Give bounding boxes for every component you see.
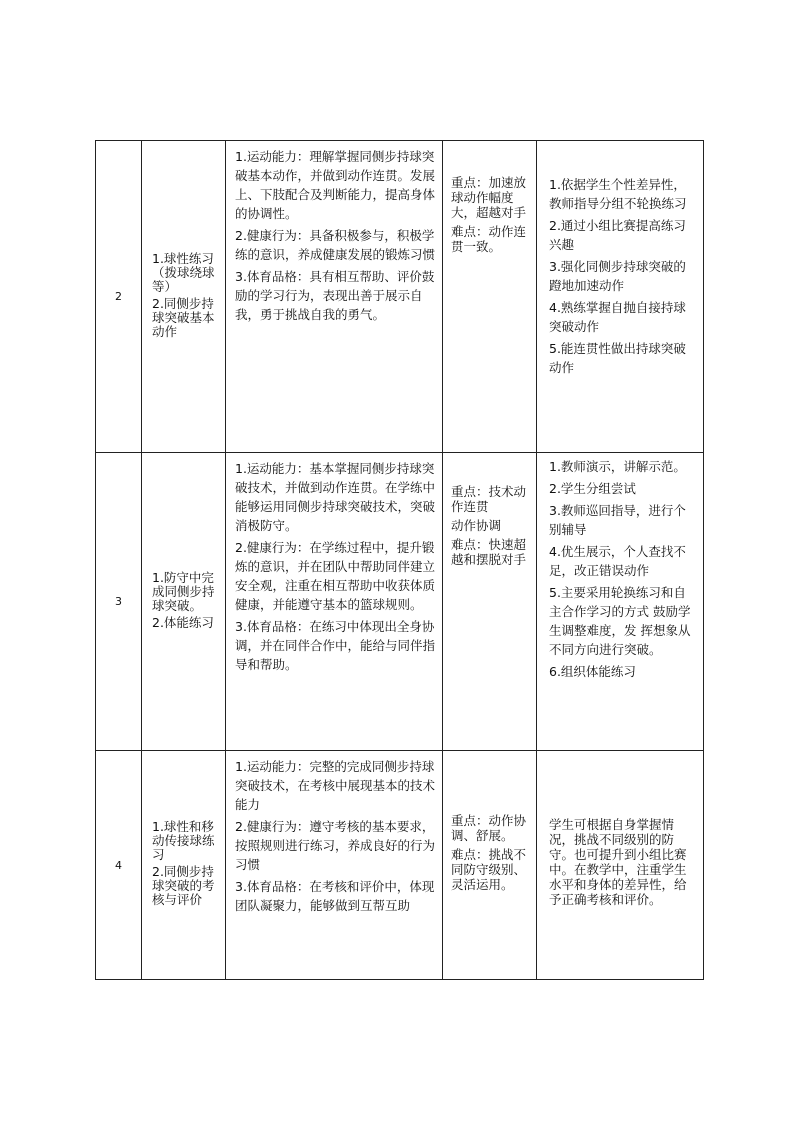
key-point: 重点：加速放球动作幅度大，超越对手 (451, 175, 527, 220)
difficulty-point: 难点：快速超越和摆脱对手 (451, 537, 527, 567)
teaching-method-cell (537, 141, 704, 453)
lesson-number: 2 (96, 141, 142, 453)
method-item: 2.通过小组比赛提高练习兴趣 (549, 218, 686, 252)
goal-item: 2.健康行为：具备积极参与，积极学练的意识，养成健康发展的锻炼习惯 (235, 228, 436, 262)
content-item: 1.球性练习（拨球绕球等） (152, 250, 215, 294)
key-point-extra: 动作协调 (451, 518, 502, 533)
goal-item: 3.体育品格：在练习中体现出全身协调，并在同伴合作中，能给与同伴指导和帮助。 (235, 619, 436, 672)
method-item: 1.教师演示，讲解示范。 (549, 459, 686, 474)
method-item: 2.学生分组尝试 (549, 481, 636, 496)
method-item: 3.教师巡回指导，进行个别辅导 (549, 503, 686, 537)
content-item: 1.球性和移动传接球练习 (152, 819, 215, 862)
lesson-goals-cell (226, 453, 443, 751)
method-item: 4.熟练掌握自抛自接持球突破动作 (549, 300, 686, 334)
table-row (96, 141, 704, 453)
difficulty-point: 难点：动作连贯一致。 (451, 224, 527, 254)
content-item: 1.防守中完成同侧步持球突破。 (152, 569, 215, 613)
key-difficulty-cell (443, 141, 537, 453)
teaching-method-cell (537, 453, 704, 751)
goal-item: 1.运动能力：理解掌握同侧步持球突破基本动作，并做到动作连贯。发展上、下肢配合及判断能力，提高身体的协调性。 (235, 149, 436, 221)
lesson-content-cell (142, 751, 226, 980)
goal-item: 2.健康行为：在学练过程中，提升锻炼的意识，并在团队中帮助同伴建立安全观，注重在相互帮助中收获体质健康，并能遵守基本的篮球规则。 (235, 540, 436, 612)
method-item: 学生可根据自身掌握情况，挑战不同级别的防守。也可提升到小组比赛中。在教学中，注重学生水平和身体的差异性，给予正确考核和评价。 (549, 817, 687, 907)
goal-item: 3.体育品格：在考核和评价中，体现团队凝聚力，能够做到互帮互助 (235, 879, 435, 913)
method-item: 6.组织体能练习 (549, 664, 636, 679)
key-difficulty-cell (443, 453, 537, 751)
table-row (96, 453, 704, 751)
goal-item: 1.运动能力：基本掌握同侧步持球突破技术，并做到动作连贯。在学练中能够运用同侧步持球突破技术，突破消极防守。 (235, 461, 436, 533)
content-item: 2.体能练习 (152, 614, 214, 630)
goal-item: 2.健康行为：遵守考核的基本要求，按照规则进行练习，养成良好的行为习惯 (235, 819, 436, 872)
lesson-goals-cell (226, 751, 443, 980)
teaching-method-cell (537, 751, 704, 980)
method-item: 1.依据学生个性差异性，教师指导分组不轮换练习 (549, 177, 687, 211)
lesson-goals-cell (226, 141, 443, 453)
key-point: 重点：技术动作连贯 (451, 484, 527, 514)
lesson-content-cell (142, 141, 226, 453)
key-difficulty-cell (443, 751, 537, 980)
content-item: 2.同侧步持球突破的考核与评价 (152, 864, 215, 907)
lesson-content-cell (142, 453, 226, 751)
method-item: 3.强化同侧步持球突破的蹬地加速动作 (549, 259, 686, 293)
method-item: 5.主要采用轮换练习和自主合作学习的方式 鼓励学生调整难度，发 挥想象从不同方向进行突破。 (549, 585, 691, 657)
lesson-plan-table (95, 140, 704, 980)
goal-item: 3.体育品格：具有相互帮助、评价鼓励的学习行为，表现出善于展示自我，勇于挑战自我的勇气。 (235, 269, 435, 322)
content-item: 2.同侧步持球突破基本动作 (152, 295, 215, 339)
lesson-number: 4 (96, 751, 142, 980)
goal-item: 1.运动能力：完整的完成同侧步持球突破技术，在考核中展现基本的技术能力 (235, 759, 436, 812)
key-point: 重点：动作协调、舒展。 (451, 813, 527, 843)
method-item: 5.能连贯性做出持球突破动作 (549, 341, 686, 375)
method-item: 4.优生展示，个人查找不足，改正错误动作 (549, 544, 686, 578)
table-row (96, 751, 704, 980)
difficulty-point: 难点：挑战不同防守级别、灵活运用。 (451, 847, 527, 892)
lesson-number: 3 (96, 453, 142, 751)
